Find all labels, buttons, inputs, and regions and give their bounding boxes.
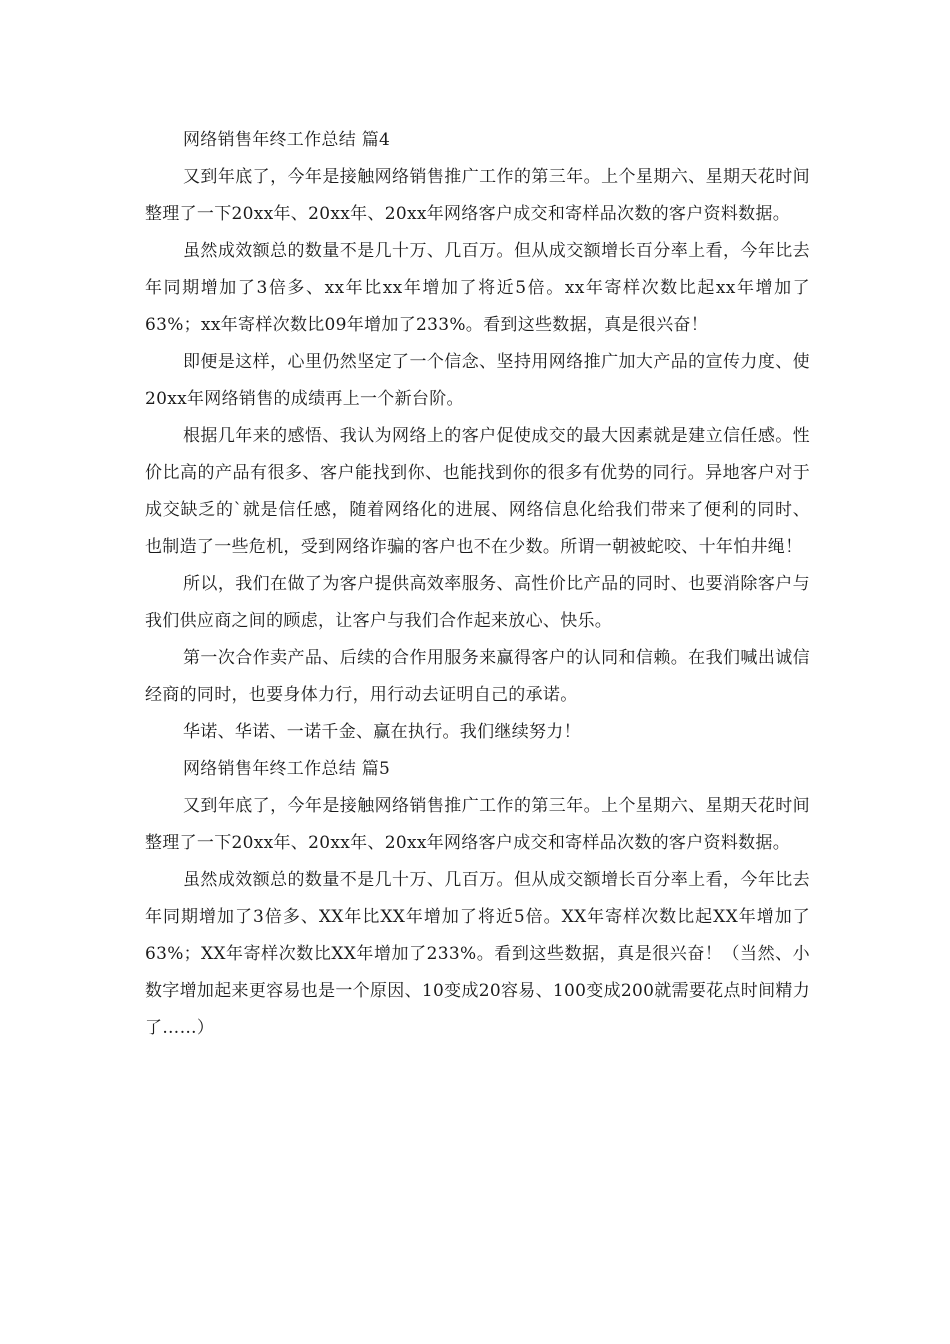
section-4-paragraph-4: 根据几年来的感悟、我认为网络上的客户促使成交的最大因素就是建立信任感。性价比高的产品有很多、客户能找到你、也能找到你的很多有优势的同行。异地客户对于成交缺乏的`就是信任感，随着网络化的进展、网络信息化给我们带来了便利的同时、也制造了一些危机，受到网络诈骗的客户也不在少数。所谓一朝被蛇咬、十年怕井绳！ (145, 426, 810, 557)
section-5-paragraph-2: 虽然成效额总的数量不是几十万、几百万。但从成交额增长百分率上看，今年比去年同期增加了3倍多、XX年比XX年增加了将近5倍。XX年寄样次数比起XX年增加了63%；XX年寄样次数比XX年增加了233%。看到这些数据，真是很兴奋！（当然、小数字增加起来更容易也是一个原因、10变成20容易、100变成200就需要花点时间精力了……） (145, 870, 810, 1038)
section-4-paragraph-7: 华诺、华诺、一诺千金、赢在执行。我们继续努力！ (183, 722, 581, 742)
section-5-title: 网络销售年终工作总结 篇5 (183, 759, 391, 779)
section-4-paragraph-5: 所以，我们在做了为客户提供高效率服务、高性价比产品的同时、也要消除客户与我们供应商之间的顾虑，让客户与我们合作起来放心、快乐。 (145, 574, 810, 631)
section-4-paragraph-1: 又到年底了，今年是接触网络销售推广工作的第三年。上个星期六、星期天花时间整理了一下20xx年、20xx年、20xx年网络客户成交和寄样品次数的客户资料数据。 (145, 167, 810, 224)
section-4-paragraph-2: 虽然成效额总的数量不是几十万、几百万。但从成交额增长百分率上看，今年比去年同期增加了3倍多、xx年比xx年增加了将近5倍。xx年寄样次数比起xx年增加了63%；xx年寄样次数比09年增加了233%。看到这些数据，真是很兴奋！ (145, 241, 810, 335)
document-body (145, 122, 810, 1047)
section-4-title: 网络销售年终工作总结 篇4 (183, 130, 391, 150)
section-4-paragraph-3: 即便是这样，心里仍然坚定了一个信念、坚持用网络推广加大产品的宣传力度、使20xx年网络销售的成绩再上一个新台阶。 (145, 352, 810, 409)
section-4-paragraph-6: 第一次合作卖产品、后续的合作用服务来赢得客户的认同和信赖。在我们喊出诚信经商的同时，也要身体力行，用行动去证明自己的承诺。 (145, 648, 810, 705)
section-5-paragraph-1: 又到年底了，今年是接触网络销售推广工作的第三年。上个星期六、星期天花时间整理了一下20xx年、20xx年、20xx年网络客户成交和寄样品次数的客户资料数据。 (145, 796, 810, 853)
